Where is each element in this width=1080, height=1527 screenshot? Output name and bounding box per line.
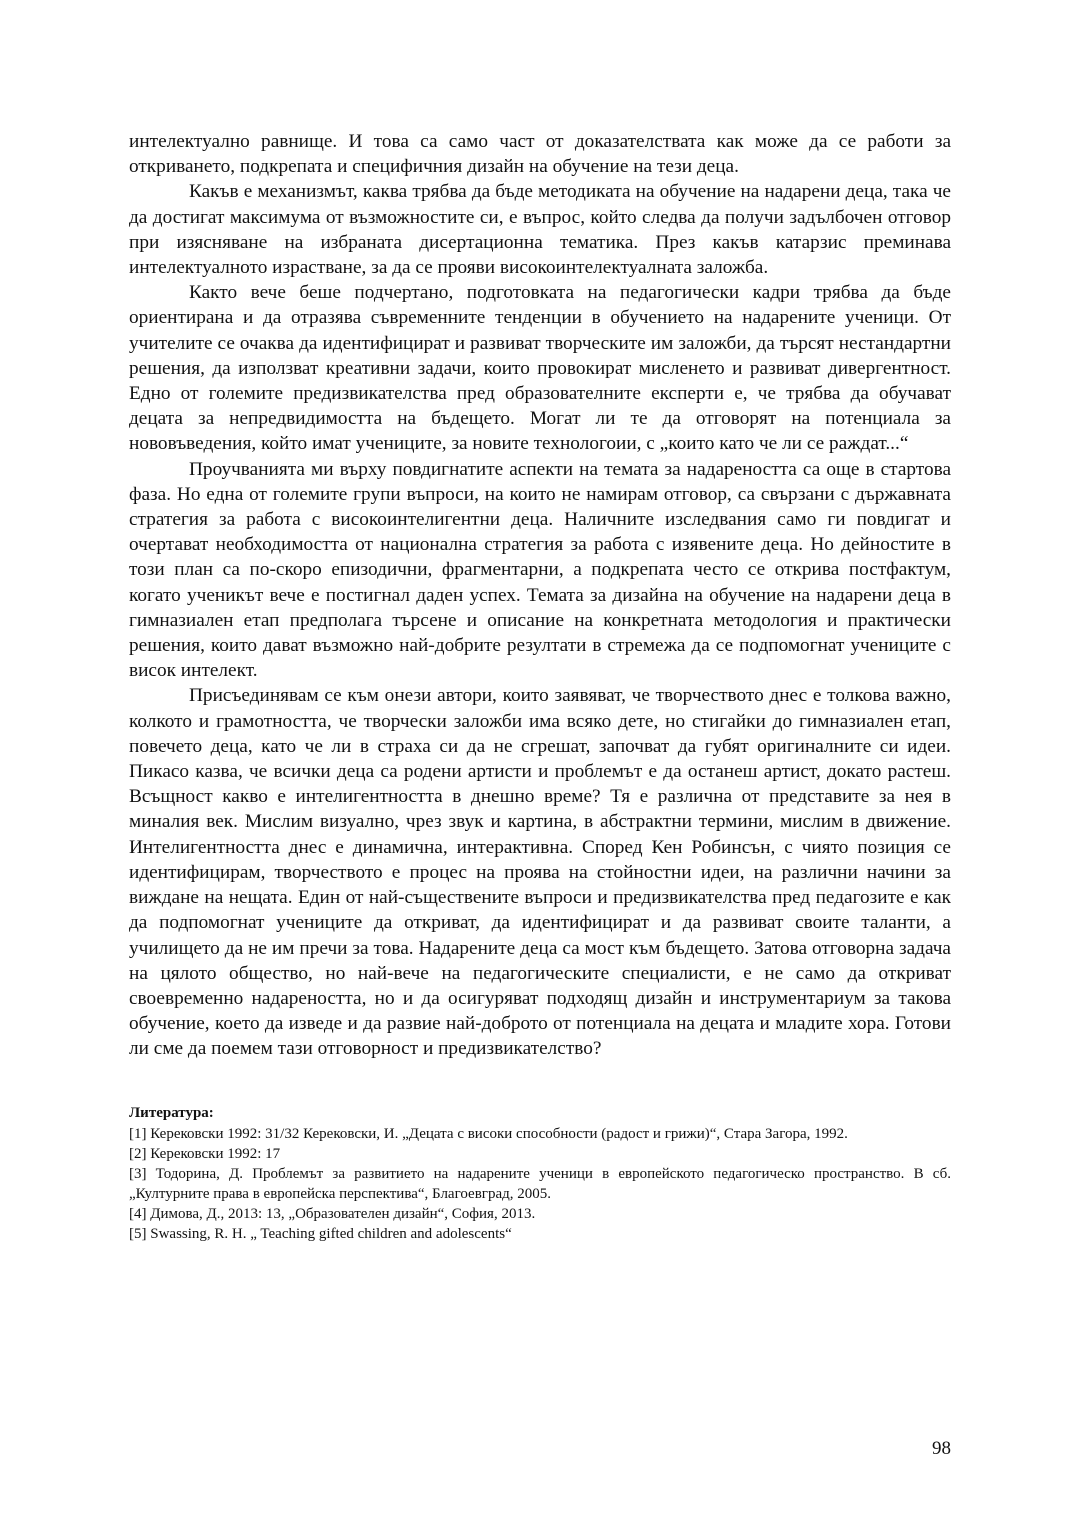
page-number: 98: [932, 1438, 951, 1459]
reference-item-1: [1] Керековски 1992: 31/32 Керековски, И. „Децата с високи способности (радост и грижи)“, Стара Загора, 1992.: [129, 1125, 848, 1142]
body-paragraph-5: Присъединявам се към онези автори, които заявяват, че творчеството днес е толкова важно, колкото и грамотността, че творчески заложби има всяко дете, но стигайки до гимназиален етап, повечето деца, като че ли в страха си да не сгрешат, започват да губят оригиналните си идеи. Пикасо казва, че всички деца са родени артисти и проблемът е да останеш артист, докато растеш. Всъщност какво е интелигентността в днешно време? Тя е различна от представите за нея в миналия век. Мислим визуално, чрез звук и картина, в абстрактни термини, мислим в движение. Интелигентността днес е динамична, интерактивна. Според Кен Робинсън, с чиято позиция се идентифицирам, творчеството е процес на проява на стойностни идеи, на различни начини за виждане на нещата. Един от най-съществените въпроси и предизвикателства пред педагозите е как да подпомогнат учениците да откриват, да идентифицират и да развиват своите таланти, а училището да не им пречи за това. Надарените деца са мост към бъдещето. Затова отговорна задача на цялото общество, но най-вече на педагогическите специалисти, е не само да откриват своевременно надареността, но и да осигуряват подходящ дизайн и инструментариум за такова обучение, което да изведе и да развие най-доброто от потенциала на децата и младите хора. Готови ли сме да поемем тази отговорност и предизвикателство?: [129, 685, 951, 1060]
reference-item-3: [3] Тодорина, Д. Проблемът за развитието на надарените ученици в европейското педагогическо пространство. В сб. „Културните права в европейска перспектива“, Благоевград, 2005.: [129, 1165, 951, 1202]
references-section: [129, 1103, 951, 1244]
reference-item-4: [4] Димова, Д., 2013: 13, „Образователен дизайн“, София, 2013.: [129, 1205, 536, 1222]
page-content: [129, 129, 951, 1244]
body-paragraph-1: интелектуално равнище. И това са само част от доказателствата как може да се работи за откриването, подкрепата и специфичния дизайн на обучение на тези деца.: [129, 131, 951, 178]
references-heading: Литература:: [129, 1104, 214, 1121]
body-paragraph-4: Проучванията ми върху повдигнатите аспекти на темата за надареността са още в стартова фаза. Но една от големите групи въпроси, на които не намирам отговор, са свързани с държавната стратегия за работа с високоинтелигентни деца. Наличните изследвания само ги повдигат и очертават необходимостта от национална стратегия за работа с изявените деца. Но дейностите в този план са по-скоро епизодични, фрагментарни, а подкрепата често се открива постфактум, когато ученикът вече е постигнал даден успех. Темата за дизайна на обучение на надарени деца в гимназиален етап предполага търсене и описание на конкретната методология и практически решения, които дават възможно най-добрите резултати в стремежа да се подпомогнат учениците с висок интелект.: [129, 458, 951, 682]
body-paragraph-3: Както вече беше подчертано, подготовката на педагогически кадри трябва да бъде ориентирана и да отразява съвременните тенденции в обучението на надарените ученици. От учителите се очаква да идентифицират и развиват творческите им заложби, да търсят нестандартни решения, да използват креативни задачи, които провокират мисленето и развиват дивергентност. Едно от големите предизвикателства пред образователните експерти е, че трябва да обучават децата за непредвидимостта на бъдещето. Могат ли те да отговорят на потенциала за нововъведения, който имат учениците, за новите технологоии, с „които като че ли се раждат...“: [129, 282, 951, 455]
reference-item-2: [2] Керековски 1992: 17: [129, 1145, 281, 1162]
body-paragraph-2: Какъв е механизмът, каква трябва да бъде методиката на обучение на надарени деца, така че да достигат максимума от възможностите си, е въпрос, който следва да получи задълбочен отговор при изясняване на избраната дисертационна тематика. През какъв катарзис преминава интелектуалното израстване, за да се прояви високоинтелектуалната заложба.: [129, 181, 951, 279]
reference-item-5: [5] Swassing, R. H. „ Teaching gifted children and adolescents“: [129, 1225, 512, 1242]
